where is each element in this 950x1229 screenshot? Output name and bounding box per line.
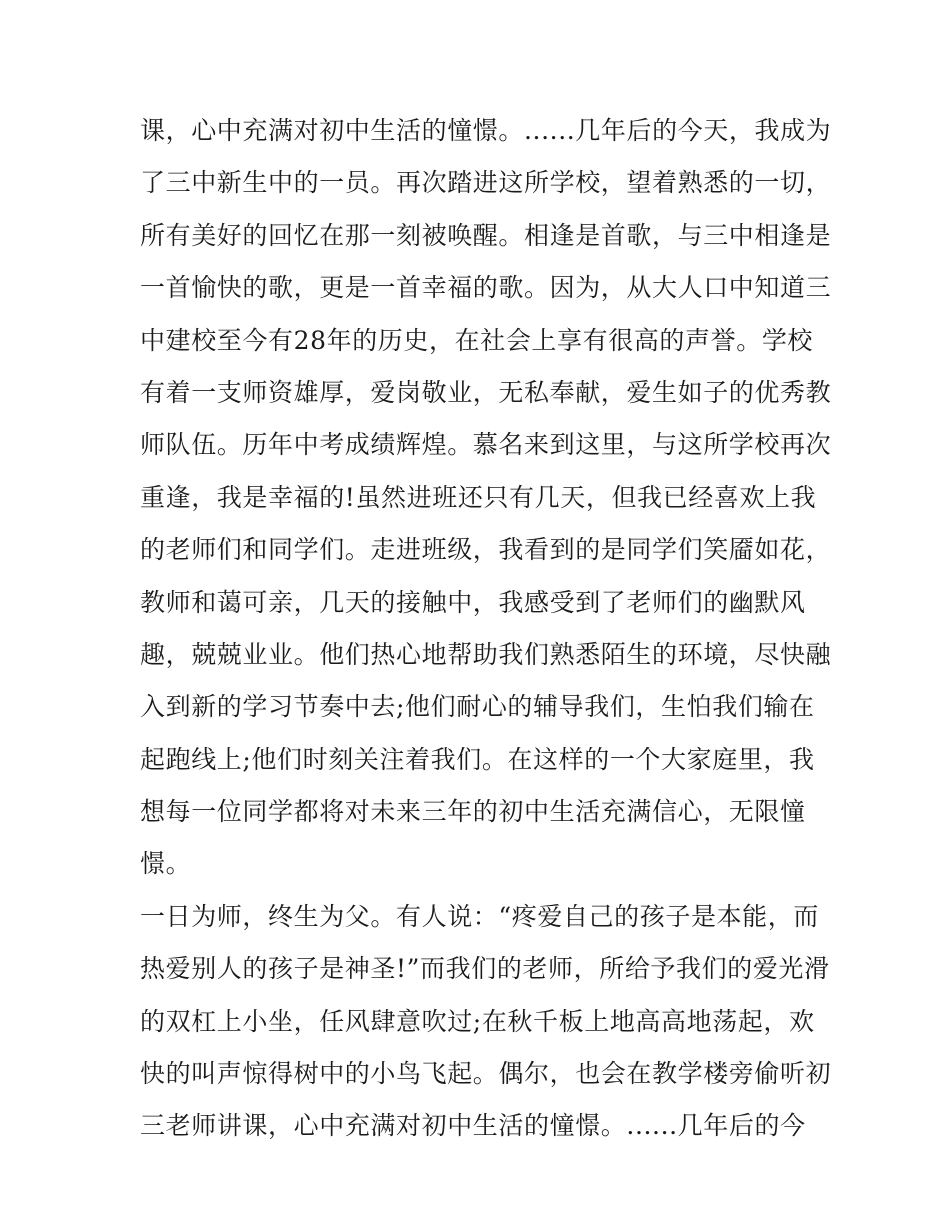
text-line: 课，心中充满对初中生活的憧憬。......几年后的今天，我成为 [140,116,832,145]
text-line: 有着一支师资雄厚，爱岗敬业，无私奉献，爱生如子的优秀教 [140,377,832,407]
text-line: 三老师讲课，心中充满对初中生活的憧憬。......几年后的今 [140,1111,806,1141]
text-line: 中建校至今有28年的历史，在社会上享有很高的声誉。学校 [140,325,814,355]
text-line: 快的叫声惊得树中的小鸟飞起。偶尔，也会在教学楼旁偷听初 [140,1059,832,1089]
text-line: 想每一位同学都将对未来三年的初中生活充满信心，无限憧 [140,797,806,827]
text-line: 的老师们和同学们。走进班级，我看到的是同学们笑靥如花， [140,535,832,565]
text-line: 教师和蔼可亲，几天的接触中，我感受到了老师们的幽默风 [140,587,806,617]
text-line: 的双杠上小坐，任风肆意吹过;在秋千板上地高高地荡起，欢 [140,1006,815,1036]
body-text [140,105,832,1153]
text-line: 所有美好的回忆在那一刻被唤醒。相逢是首歌，与三中相逢是 [140,220,832,250]
text-line: 师队伍。历年中考成绩辉煌。慕名来到这里，与这所学校再次 [140,430,832,460]
text-line: 起跑线上;他们时刻关注着我们。在这样的一个大家庭里，我 [140,744,815,774]
text-line: 入到新的学习节奏中去;他们耐心的辅导我们，生怕我们输在 [140,692,815,722]
text-line: 重逢，我是幸福的!虽然进班还只有几天，但我已经喜欢上我 [140,482,817,512]
text-line: 趣，兢兢业业。他们热心地帮助我们熟悉陌生的环境，尽快融 [140,639,832,669]
text-line: 了三中新生中的一员。再次踏进这所学校，望着熟悉的一切， [140,168,832,198]
text-line: 憬。 [140,849,192,879]
text-line: 一日为师，终生为父。有人说：“疼爱自己的孩子是本能，而 [140,901,819,931]
text-line: 一首愉快的歌，更是一首幸福的歌。因为，从大人口中知道三 [140,273,832,303]
text-line: 热爱别人的孩子是神圣!”而我们的老师，所给予我们的爱光滑 [140,954,830,984]
